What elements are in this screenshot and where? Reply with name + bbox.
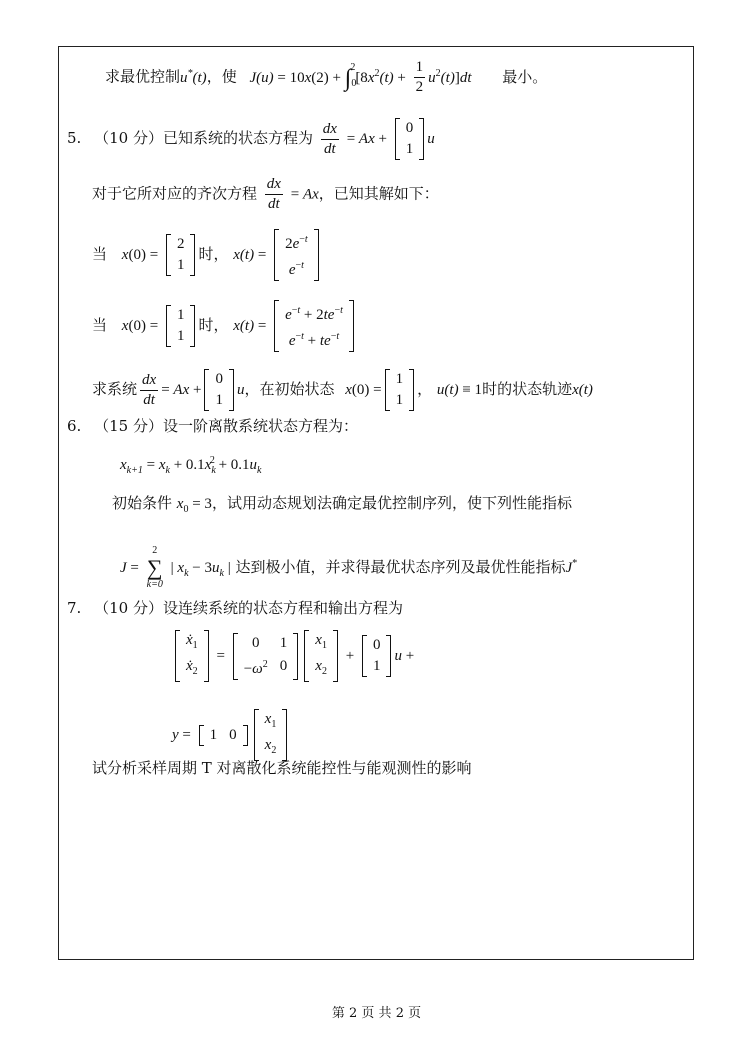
problem-7-question: 试分析采样周期 T 对离散化系统能控性与能观测性的影响 [92, 759, 472, 777]
solution-case-2: 当 x(0) = 1 1 时， x(t) = $e^{-t} + 2te^{-t}$ $e^{-t} + te^{-t}$ [92, 300, 357, 352]
continuous-state-equation: ẋ$_1$ ẋ$_2$ = 0 1 $-\omega^2$ 0 $x_1$ $x_2$ + 0 1 u + [172, 630, 414, 682]
performance-index-line: J = 2 ∑ k=0 | $x_k - 3u_k$ | 达到极小值，并求得最优状态序列及最优性能指标J* [120, 545, 578, 590]
problem-5-heading: 5. （10 分）已知系统的状态方程为 $\frac{dx}{dt}$ = Ax + 0 1 u [67, 118, 435, 160]
page-footer: 第 2 页 共 2 页 [331, 1006, 422, 1021]
discrete-state-equation: $x_{k+1} = x_k + 0.1x_k^2 + 0.1u_k$ [120, 455, 262, 476]
problem-5-question: 求系统 $\frac{dx}{dt}$ = Ax + 0 1 u，在初始状态 x(0) = 1 1 ， u(t) ≡ 1时的状态轨迹x(t) [92, 369, 593, 411]
cost-function-line: 求最优控制u*(t)，使 $J(u) = 10x(2) + \int_0^2[8x^2(t)$ + $\frac{1}{2}$ $u^2(t)]dt$ 最小。 [105, 59, 548, 95]
homogeneous-equation-line: 对于它所对应的齐次方程 $\frac{dx}{dt}$ = Ax，已知其解如下： [92, 176, 439, 212]
initial-condition-line: 初始条件 $x_0 = 3$，试用动态规划法确定最优控制序列，使下列性能指标 [112, 494, 572, 515]
problem-6-heading: 6. （15 分）设一阶离散系统状态方程为： [67, 417, 358, 435]
problem-7-heading: 7. （10 分）设连续系统的状态方程和输出方程为 [67, 599, 403, 617]
solution-case-1: 当 x(0) = 2 1 时， x(t) = $2e^{-t}$ $e^{-t}$ [92, 229, 322, 281]
output-equation: y = 1 0 $x_1$ $x_2$ [172, 709, 290, 761]
